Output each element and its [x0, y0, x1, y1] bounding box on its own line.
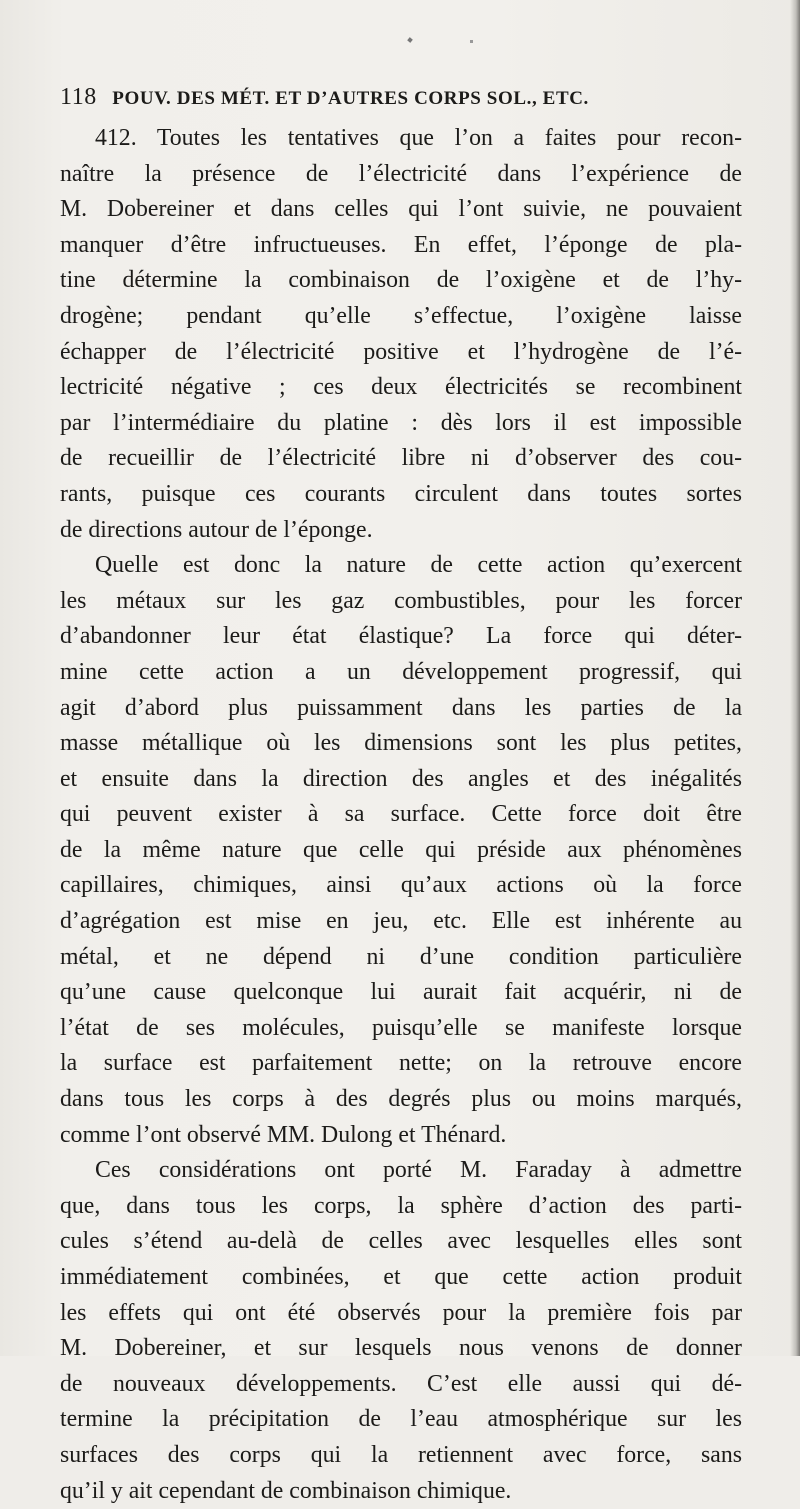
- text-line: dans tous les corps à des degrés plus ou moins marqués,: [60, 1086, 742, 1113]
- text-line: de la même nature que celle qui préside aux phénomènes: [60, 836, 742, 863]
- text-line: Quelle est donc la nature de cette action qu’exercent: [95, 552, 742, 579]
- text-line: qu’il y ait cependant de combinaison chimique.: [60, 1477, 512, 1504]
- text-line: rants, puisque ces courants circulent dans toutes sortes: [60, 480, 742, 507]
- text-line: métal, et ne dépend ni d’une condition particulière: [60, 943, 742, 970]
- text-line: naître la présence de l’électricité dans l’expérience de: [60, 160, 742, 187]
- text-line: l’état de ses molécules, puisqu’elle se manifeste lorsque: [60, 1014, 742, 1041]
- text-line: tine détermine la combinaison de l’oxigène et de l’hy-: [60, 267, 742, 294]
- text-line: qui peuvent exister à sa surface. Cette force doit être: [60, 801, 742, 828]
- text-line: Ces considérations ont porté M. Faraday à admettre: [95, 1157, 742, 1184]
- text-line: cules s’étend au-delà de celles avec lesquelles elles sont: [60, 1228, 742, 1255]
- text-line: lectricité négative ; ces deux électricités se recombinent: [60, 374, 742, 401]
- text-line: de recueillir de l’électricité libre ni d’observer des cou-: [60, 445, 742, 472]
- text-line: drogène; pendant qu’elle s’effectue, l’oxigène laisse: [60, 302, 742, 329]
- text-line: la surface est parfaitement nette; on la retrouve encore: [60, 1050, 742, 1077]
- print-speck: [470, 40, 473, 43]
- text-line: échapper de l’électricité positive et l’hydrogène de l’é-: [60, 338, 742, 365]
- text-line: M. Dobereiner et dans celles qui l’ont suivie, ne pouvaient: [60, 196, 742, 223]
- text-line: termine la précipitation de l’eau atmosphérique sur les: [60, 1406, 742, 1433]
- text-line: de nouveaux développements. C’est elle aussi qui dé-: [60, 1370, 742, 1397]
- text-line: que, dans tous les corps, la sphère d’action des parti-: [60, 1192, 742, 1219]
- page-edge-shadow: [790, 0, 800, 1356]
- text-line: agit d’abord plus puissamment dans les parties de la: [60, 694, 742, 721]
- text-line: d’agrégation est mise en jeu, etc. Elle est inhérente au: [60, 908, 742, 935]
- running-title: POUV. DES MÉT. ET D’AUTRES CORPS SOL., ETC.: [112, 88, 589, 109]
- text-line: d’abandonner leur état élastique? La force qui déter-: [60, 623, 742, 650]
- text-line: comme l’ont observé MM. Dulong et Thénard.: [60, 1121, 507, 1148]
- text-line: par l’intermédiaire du platine : dès lors il est impossible: [60, 409, 742, 436]
- text-line: les effets qui ont été observés pour la première fois par: [60, 1299, 742, 1326]
- text-line: et ensuite dans la direction des angles et des inégalités: [60, 765, 742, 792]
- text-line: les métaux sur les gaz combustibles, pour les forcer: [60, 587, 742, 614]
- text-line: masse métallique où les dimensions sont les plus petites,: [60, 730, 742, 757]
- text-line: M. Dobereiner, et sur lesquels nous venons de donner: [60, 1335, 742, 1362]
- text-line: mine cette action a un développement progressif, qui: [60, 658, 742, 685]
- text-line: 412. Toutes les tentatives que l’on a faites pour recon-: [95, 125, 742, 151]
- text-line: immédiatement combinées, et que cette action produit: [60, 1264, 742, 1290]
- print-speck: [407, 37, 413, 43]
- text-line: surfaces des corps qui la retiennent avec force, sans: [60, 1441, 742, 1468]
- page-number: 118: [60, 84, 97, 110]
- text-line: manquer d’être infructueuses. En effet, l’éponge de pla-: [60, 231, 742, 258]
- body-text: [60, 121, 742, 1509]
- text-line: capillaires, chimiques, ainsi qu’aux actions où la force: [60, 872, 742, 899]
- text-line: qu’une cause quelconque lui aurait fait acquérir, ni de: [60, 979, 742, 1006]
- text-line: de directions autour de l’éponge.: [60, 516, 373, 543]
- page-header: [60, 84, 700, 114]
